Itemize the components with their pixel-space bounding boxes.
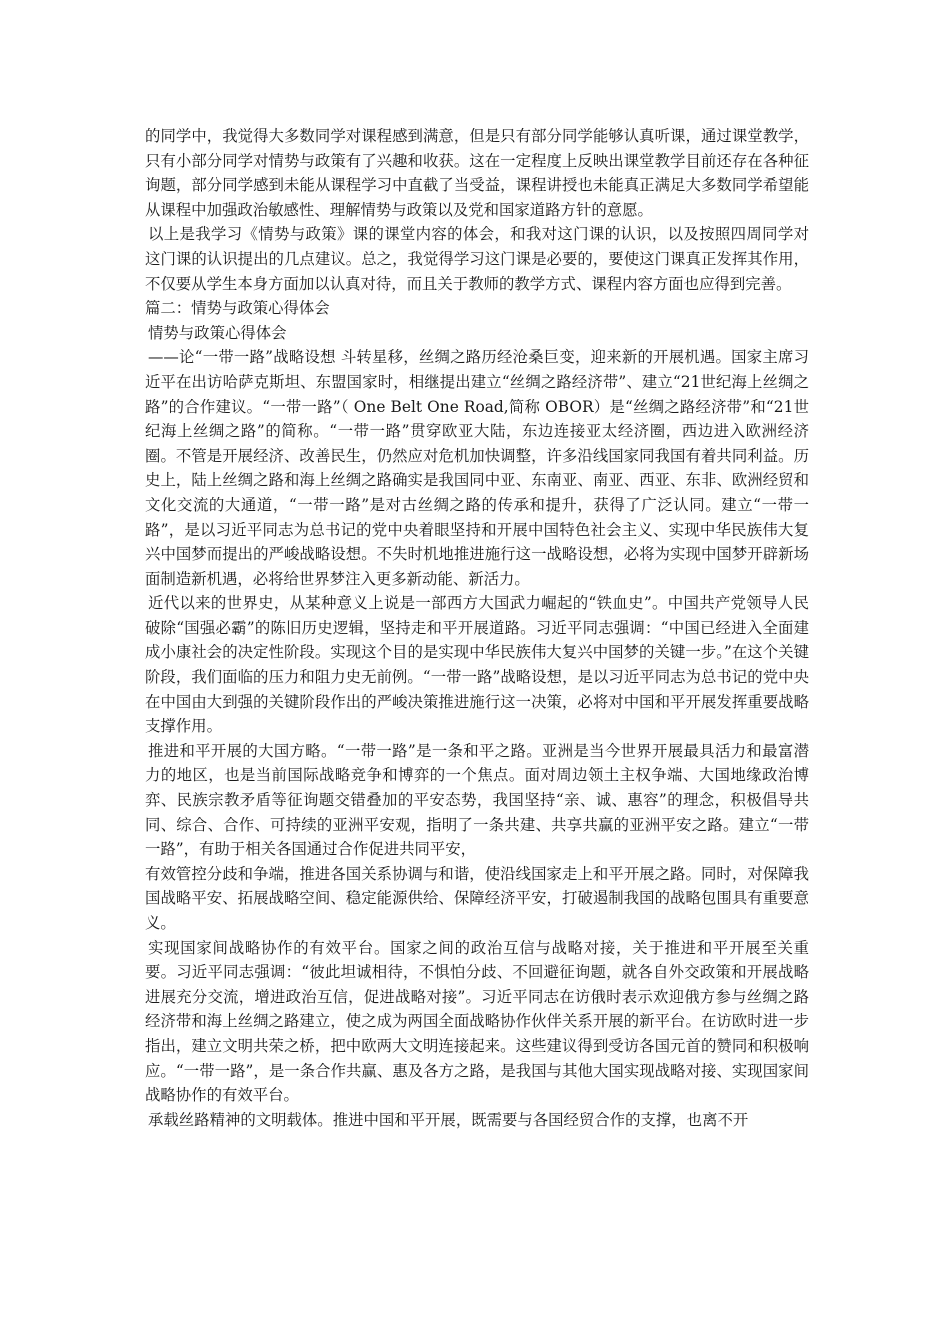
paragraph-3: ——论“一带一路”战略设想 斗转星移，丝绸之路历经沧桑巨变，迎来新的开展机遇。国家主席习近平在出访哈萨克斯坦、东盟国家时，相继提出建立“丝绸之路经济带”、建立“21世纪海上丝绸之路”的合作建议。“一带一路”（ One Belt One Road,简称 OBOR）是“丝绸之路经济带”和“21世纪海上丝绸之路”的简称。“一带一路”贯穿欧亚大陆，东边连接亚太经济圈，西边进入欧洲经济圈。不管是开展经济、改善民生，仍然应对危机加快调整，许多沿线国家同我国有着共同利益。历史上，陆上丝绸之路和海上丝绸之路确实是我国同中亚、东南亚、南亚、西亚、东非、欧洲经贸和文化交流的大通道，“一带一路”是对古丝绸之路的传承和提升，获得了广泛认同。建立“一带一路”，是以习近平同志为总书记的党中央着眼坚持和开展中国特色社会主义、实现中华民族伟大复兴中国梦而提出的严峻战略设想。不失时机地推进施行这一战略设想，必将为实现中国梦开辟新场面制造新机遇，必将给世界梦注入更多新动能、新活力。 — [145, 348, 809, 588]
paragraph-4: 近代以来的世界史，从某种意义上说是一部西方大国武力崛起的“铁血史”。中国共产党领导人民破除“国强必霸”的陈旧历史逻辑，坚持走和平开展道路。习近平同志强调：“中国已经进入全面建成小康社会的决定性阶段。实现这个目的是实现中华民族伟大复兴中国梦的关键一步。”在这个关键阶段，我们面临的压力和阻力史无前例。“一带一路”战略设想，是以习近平同志为总书记的党中央在中国由大到强的关键阶段作出的严峻决策推进施行这一决策，必将对中国和平开展发挥重要战略支撑作用。 — [145, 594, 809, 736]
paragraph-7: 实现国家间战略协作的有效平台。国家之间的政治互信与战略对接，关于推进和平开展至关重要。习近平同志强调：“彼此坦诚相待，不惧怕分歧、不回避征询题，就各自外交政策和开展战略进展充分交流，增进政治互信，促进战略对接”。习近平同志在访俄时表示欢迎俄方参与丝绸之路经济带和海上丝绸之路建立，使之成为两国全面战略协作伙伴关系开展的新平台。在访欧时进一步指出，建立文明共荣之桥，把中欧两大文明连接起来。这些建议得到受访各国元首的赞同和积极响应。“一带一路”，是一条合作共赢、惠及各方之路，是我国与其他大国实现战略对接、实现国家间战略协作的有效平台。 — [145, 938, 809, 1105]
paragraph-6: 有效管控分歧和争端，推进各国关系协调与和谐，使沿线国家走上和平开展之路。同时，对保障我国战略平安、拓展战略空间、稳定能源供给、保障经济平安，打破遏制我国的战略包围具有重要意义。 — [145, 864, 809, 932]
section-subtitle: 情势与政策心得体会 — [148, 323, 287, 342]
document-body — [145, 124, 809, 1132]
paragraph-5: 推进和平开展的大国方略。“一带一路”是一条和平之路。亚洲是当今世界开展最具活力和最富潜力的地区，也是当前国际战略竞争和博弈的一个焦点。面对周边领土主权争端、大国地缘政治博弈、民族宗教矛盾等征询题交错叠加的平安态势，我国坚持“亲、诚、惠容”的理念，积极倡导共同、综合、合作、可持续的亚洲平安观，指明了一条共建、共享共赢的亚洲平安之路。建立“一带一路”，有助于相关各国通过合作促进共同平安， — [145, 741, 809, 859]
paragraph-2: 以上是我学习《情势与政策》课的课堂内容的体会，和我对这门课的认识，以及按照四周同学对这门课的认识提出的几点建议。总之，我觉得学习这门课是必要的，要使这门课真正发挥其作用，不仅要从学生本身方面加以认真对待，而且关于教师的教学方式、课程内容方面也应得到完善。 — [145, 225, 809, 293]
paragraph-1: 的同学中，我觉得大多数同学对课程感到满意，但是只有部分同学能够认真听课，通过课堂教学，只有小部分同学对情势与政策有了兴趣和收获。这在一定程度上反映出课堂教学目前还存在各种征询题，部分同学感到未能从课程学习中直截了当受益，课程讲授也未能真正满足大多数同学希望能从课程中加强政治敏感性、理解情势与政策以及党和国家道路方针的意愿。 — [145, 127, 809, 219]
paragraph-8: 承载丝路精神的文明载体。推进中国和平开展，既需要与各国经贸合作的支撑，也离不开 — [148, 1110, 749, 1129]
section-heading: 篇二：情势与政策心得体会 — [145, 299, 330, 318]
